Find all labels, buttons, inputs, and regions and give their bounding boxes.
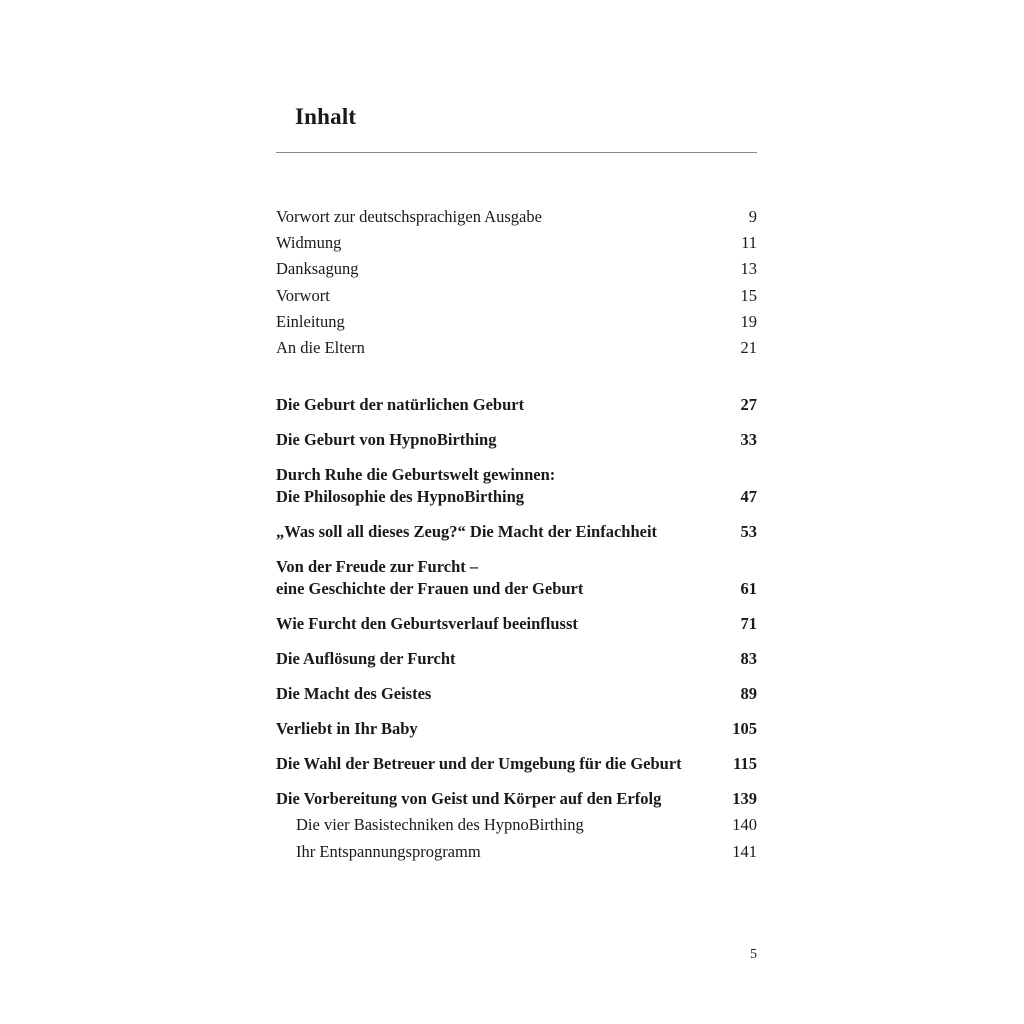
toc-entry (276, 285, 757, 311)
chapter-title-line: Die Auflösung der Furcht (276, 649, 456, 668)
page-title: Inhalt (295, 104, 357, 129)
chapter-title-line: Die Philosophie des HypnoBirthing (276, 487, 525, 506)
toc-entry (276, 337, 757, 363)
chapter-page: 27 (740, 395, 757, 414)
page-number: 5 (750, 947, 757, 962)
subsection-page: 140 (732, 815, 757, 834)
toc-entry-label: Widmung (276, 233, 342, 253)
toc-entry-page: 19 (740, 311, 757, 331)
chapter-title-line: Verliebt in Ihr Baby (276, 719, 418, 738)
toc-entry (276, 232, 757, 258)
chapter-title (276, 394, 524, 416)
chapter-page: 115 (733, 754, 757, 773)
chapter-title (276, 429, 497, 451)
toc-entry-page: 9 (748, 207, 757, 226)
chapter-title-line: Wie Furcht den Geburtsverlauf beeinflusst (276, 614, 578, 633)
toc-entry (276, 206, 757, 232)
chapter-entry (276, 556, 757, 600)
chapter-entry (276, 753, 757, 775)
subsection-page: 141 (732, 841, 757, 861)
toc-entry-page: 15 (740, 285, 757, 305)
toc-entry-label: Einleitung (276, 311, 345, 331)
toc-entry-label: Danksagung (276, 259, 359, 279)
chapter-page: 71 (740, 614, 757, 633)
chapter-title-line: Die Wahl der Betreuer und der Umgebung für die Geburt (276, 754, 682, 773)
toc-entry-label: An die Eltern (276, 337, 365, 357)
title-divider (276, 152, 757, 153)
chapter-title-line: Die Vorbereitung von Geist und Körper auf den Erfolg (276, 789, 662, 808)
chapter-entry (276, 429, 757, 451)
chapter-entry (276, 521, 757, 543)
chapter-entry (276, 394, 757, 416)
chapter-entry (276, 718, 757, 740)
toc-entry-label: Vorwort (276, 285, 330, 305)
chapter-title (276, 556, 583, 600)
subsection-entry (296, 841, 757, 868)
chapter-title-line: Die Geburt der natürlichen Geburt (276, 395, 525, 414)
chapter-page: 47 (740, 487, 757, 506)
chapter-title-line: Durch Ruhe die Geburtswelt gewinnen: (276, 465, 556, 484)
chapter-page: 83 (740, 649, 757, 668)
chapter-entry (276, 613, 757, 635)
chapter-title-line: Die Macht des Geistes (276, 684, 432, 703)
chapter-title (276, 464, 555, 508)
subsection-entry (296, 814, 757, 841)
chapter-page: 61 (740, 579, 757, 598)
toc-entry-page: 13 (740, 259, 757, 279)
toc-entry-page: 21 (740, 337, 757, 357)
toc-entry (276, 311, 757, 337)
chapter-entry (276, 788, 757, 810)
toc-entry-label: Vorwort zur deutschsprachigen Ausgabe (276, 207, 542, 226)
chapter-page: 89 (740, 684, 757, 703)
chapter-entry (276, 648, 757, 670)
chapter-page: 53 (740, 522, 757, 541)
toc-entry (276, 258, 757, 284)
chapter-title-line: eine Geschichte der Frauen und der Geburt (276, 579, 584, 598)
chapter-page: 33 (740, 430, 757, 449)
chapter-title (276, 753, 682, 775)
chapter-title-line: Die Geburt von HypnoBirthing (276, 430, 497, 449)
subsection-list (296, 814, 757, 867)
chapter-entry (276, 683, 757, 705)
toc-entry-page: 11 (741, 233, 757, 253)
chapter-entry (276, 464, 757, 508)
chapter-title-line: Von der Freude zur Furcht – (276, 557, 479, 576)
front-matter-list (276, 206, 757, 363)
chapter-title (276, 521, 657, 543)
chapter-page: 139 (732, 789, 757, 808)
chapter-title (276, 718, 418, 740)
chapter-title (276, 683, 431, 705)
chapter-title (276, 648, 456, 670)
chapter-title (276, 613, 578, 635)
chapter-title (276, 788, 661, 810)
chapter-page: 105 (732, 719, 757, 738)
subsection-label: Ihr Entspannungsprogramm (296, 841, 481, 861)
chapter-title-line: „Was soll all dieses Zeug?“ Die Macht der Einfachheit (276, 522, 658, 541)
subsection-label: Die vier Basistechniken des HypnoBirthing (296, 815, 584, 834)
chapter-list (276, 394, 757, 823)
